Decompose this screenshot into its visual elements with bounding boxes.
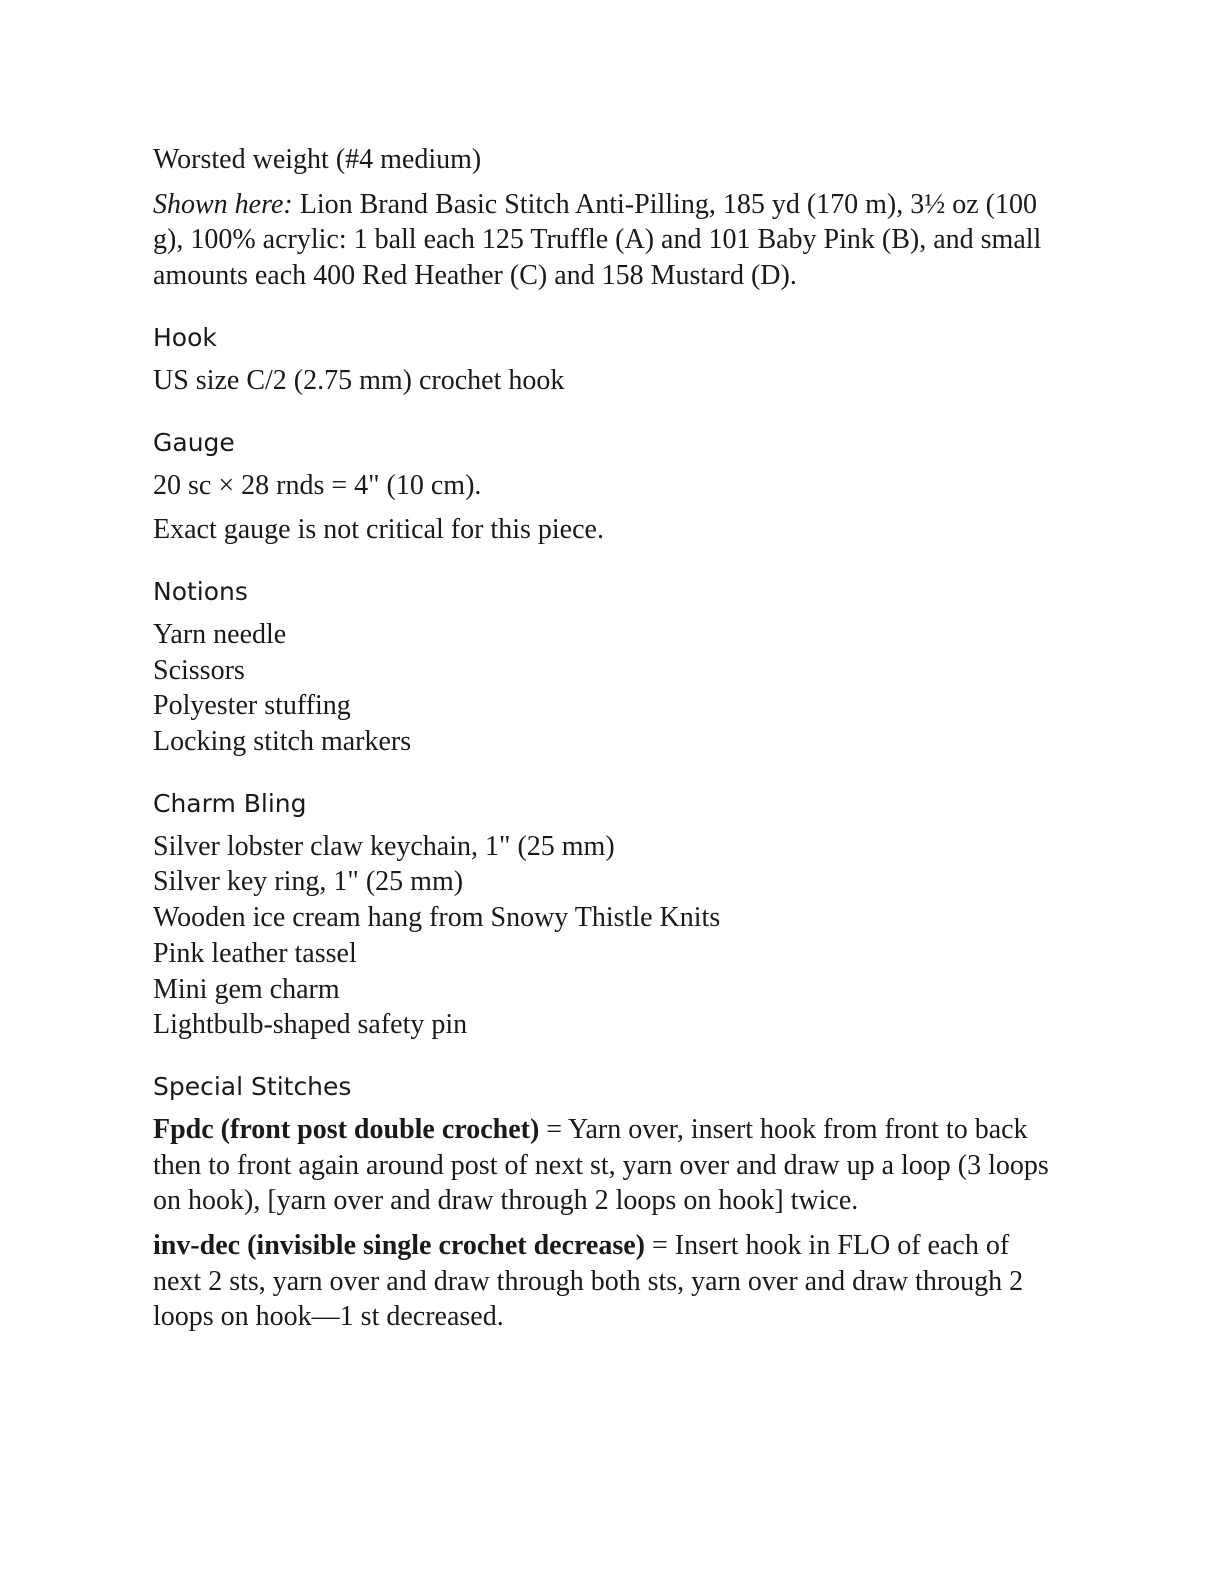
stitch-term: Fpdc (front post double crochet) (153, 1113, 540, 1145)
charm-bling-heading: Charm Bling (153, 788, 307, 818)
stitch-term: inv-dec (invisible single crochet decrease) (153, 1230, 645, 1262)
stitch-definition-inv-dec (153, 1228, 1053, 1335)
notions-heading: Notions (153, 576, 248, 606)
list-item: Silver lobster claw keychain, 1" (25 mm) (153, 830, 615, 862)
hook-section (153, 320, 1053, 399)
hook-text: US size C/2 (2.75 mm) crochet hook (153, 364, 565, 396)
stitch-definition-fpdc (153, 1112, 1053, 1219)
list-item: Lightbulb-shaped safety pin (153, 1009, 468, 1041)
gauge-line-1: 20 sc × 28 rnds = 4" (10 cm). (153, 469, 482, 501)
special-stitches-heading: Special Stitches (153, 1071, 352, 1101)
gauge-line-2: Exact gauge is not critical for this piece. (153, 514, 604, 546)
shown-here-text: Lion Brand Basic Stitch Anti-Pilling, 185 yd (170 m), 3½ oz (100 g), 100% acrylic: 1 ball each 125 Truffle (A) and 101 Baby Pink (B), and small amounts each 400 Red Heather (C) and 158 Mustard (D). (153, 188, 1042, 292)
notions-section (153, 574, 1053, 760)
document-page (153, 142, 1053, 1335)
shown-here-label: Shown here: (153, 188, 293, 220)
list-item: Silver key ring, 1" (25 mm) (153, 866, 464, 898)
list-item: Pink leather tassel (153, 937, 357, 969)
charm-bling-list (153, 829, 1053, 1043)
stitch-description: = Insert hook in FLO of each of next 2 sts, yarn over and draw through both sts, yarn over and draw through 2 loops on hook—1 st decreased. (153, 1230, 1024, 1333)
stitch-description: = Yarn over, insert hook from front to back then to front again around post of next st, yarn over and draw up a loop (3 loops on hook), [yarn over and draw through 2 loops on hook] twice. (153, 1113, 1049, 1217)
list-item: Yarn needle (153, 618, 287, 650)
list-item: Polyester stuffing (153, 690, 351, 722)
charm-bling-section (153, 786, 1053, 1043)
notions-list (153, 617, 1053, 760)
gauge-heading: Gauge (153, 427, 235, 457)
special-stitches-section (153, 1069, 1053, 1335)
yarn-weight: Worsted weight (#4 medium) (153, 144, 482, 175)
hook-heading: Hook (153, 322, 217, 352)
list-item: Mini gem charm (153, 973, 340, 1005)
list-item: Scissors (153, 654, 245, 686)
list-item: Wooden ice cream hang from Snowy Thistle Knits (153, 902, 721, 934)
list-item: Locking stitch markers (153, 726, 412, 758)
gauge-section (153, 425, 1053, 548)
yarn-shown-here (153, 187, 1053, 294)
